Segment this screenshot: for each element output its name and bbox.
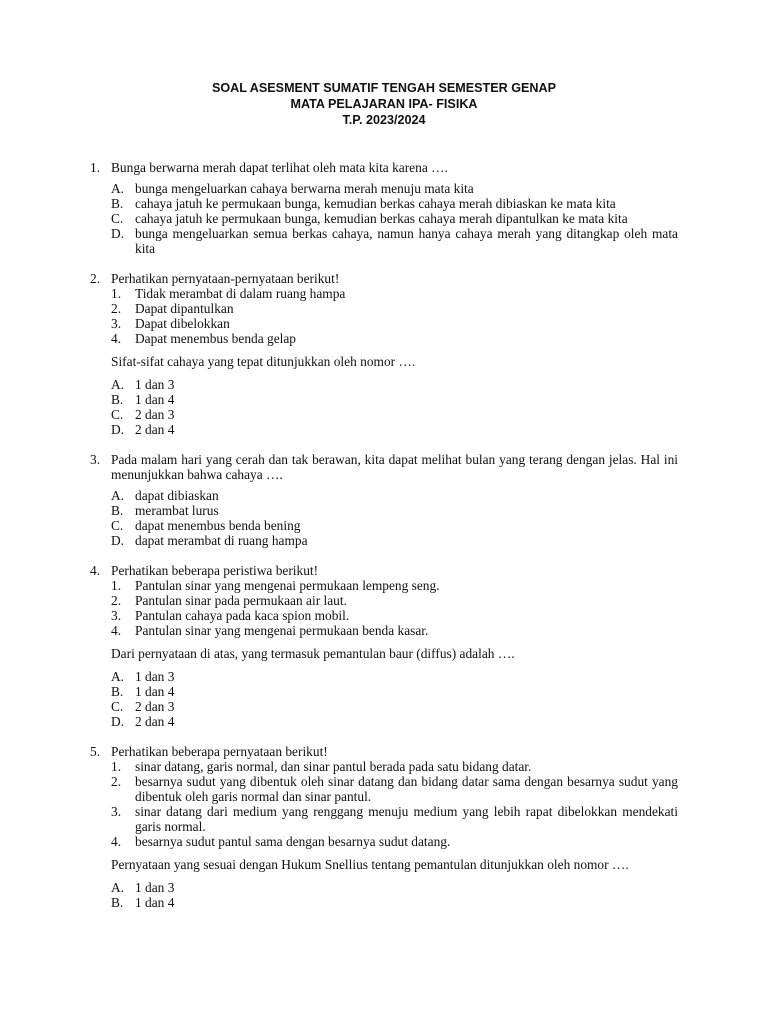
question-text: Perhatikan pernyataan-pernyataan berikut! xyxy=(111,271,340,286)
question-number: 2. xyxy=(90,271,101,286)
option-b: B. 1 dan 4 xyxy=(111,392,175,407)
statement-4: 4. Dapat menembus benda gelap xyxy=(111,331,297,346)
option-list xyxy=(111,669,678,729)
question-text: Pada malam hari yang cerah dan tak berawan, kita dapat melihat bulan yang terang dengan jelas. Hal ini menunjukkan bahwa cahaya …. xyxy=(111,452,678,482)
statement-4: 4. besarnya sudut pantul sama dengan besarnya sudut datang. xyxy=(111,834,451,849)
option-d: D. 2 dan 4 xyxy=(111,714,175,729)
option-list xyxy=(111,377,678,437)
option-list xyxy=(111,488,678,548)
option-a: A. bunga mengeluarkan cahaya berwarna merah menuju mata kita xyxy=(111,181,474,196)
statement-list xyxy=(111,286,678,346)
statement-1: 1. Pantulan sinar yang mengenai permukaan lempeng seng. xyxy=(111,578,440,593)
option-b: B. 1 dan 4 xyxy=(111,684,175,699)
question-4 xyxy=(90,563,678,729)
statement-3: 3. Pantulan cahaya pada kaca spion mobil. xyxy=(111,608,350,623)
statement-4: 4. Pantulan sinar yang mengenai permukaan benda kasar. xyxy=(111,623,429,638)
option-b: B. merambat lurus xyxy=(111,503,219,518)
statement-1: 1. sinar datang, garis normal, dan sinar pantul berada pada satu bidang datar. xyxy=(111,759,532,774)
statement-2: 2. Pantulan sinar pada permukaan air laut. xyxy=(111,593,347,608)
header-title: SOAL ASESMENT SUMATIF TENGAH SEMESTER GENAP xyxy=(211,81,557,95)
question-2 xyxy=(90,271,678,437)
option-c: C. 2 dan 3 xyxy=(111,699,175,714)
question-3 xyxy=(90,452,678,548)
question-number: 3. xyxy=(90,452,101,467)
question-text: Perhatikan beberapa pernyataan berikut! xyxy=(111,744,328,759)
option-a: A. 1 dan 3 xyxy=(111,377,175,392)
option-c: C. cahaya jatuh ke permukaan bunga, kemudian berkas cahaya merah dipantulkan ke mata kita xyxy=(111,211,628,226)
option-c: C. 2 dan 3 xyxy=(111,407,175,422)
question-1 xyxy=(90,160,678,256)
question-number: 1. xyxy=(90,160,101,175)
option-b: B. cahaya jatuh ke permukaan bunga, kemudian berkas cahaya merah dibiaskan ke mata kita xyxy=(111,196,616,211)
option-a: A. 1 dan 3 xyxy=(111,880,175,895)
question-text: Perhatikan beberapa peristiwa berikut! xyxy=(111,563,319,578)
question-number: 4. xyxy=(90,563,101,578)
option-list xyxy=(111,880,678,910)
statement-list xyxy=(111,578,678,638)
question-stem: Dari pernyataan di atas, yang termasuk pemantulan baur (diffus) adalah …. xyxy=(111,646,515,661)
option-c: C. dapat menembus benda bening xyxy=(111,518,301,533)
option-a: A. 1 dan 3 xyxy=(111,669,175,684)
statement-list xyxy=(111,759,678,849)
question-text: Bunga berwarna merah dapat terlihat oleh mata kita karena …. xyxy=(111,160,448,175)
question-list xyxy=(90,160,678,925)
statement-1: 1. Tidak merambat di dalam ruang hampa xyxy=(111,286,346,301)
statement-3: 3. Dapat dibelokkan xyxy=(111,316,230,331)
question-stem: Sifat-sifat cahaya yang tepat ditunjukkan oleh nomor …. xyxy=(111,354,416,369)
question-5 xyxy=(90,744,678,910)
question-number: 5. xyxy=(90,744,101,759)
option-b: B. 1 dan 4 xyxy=(111,895,175,910)
option-d: D. dapat merambat di ruang hampa xyxy=(111,533,308,548)
statement-3: 3. sinar datang dari medium yang renggang menuju medium yang lebih rapat dibelokkan mendekati garis normal. xyxy=(111,804,678,834)
option-d: D. 2 dan 4 xyxy=(111,422,175,437)
option-list xyxy=(111,181,678,256)
option-d: D. bunga mengeluarkan semua berkas cahaya, namun hanya cahaya merah yang ditangkap oleh mata kita xyxy=(111,226,678,256)
statement-2: 2. Dapat dipantulkan xyxy=(111,301,234,316)
header-school-year: T.P. 2023/2024 xyxy=(342,113,426,127)
header-subject: MATA PELAJARAN IPA- FISIKA xyxy=(290,97,478,111)
question-stem: Pernyataan yang sesuai dengan Hukum Snellius tentang pemantulan ditunjukkan oleh nomor …. xyxy=(111,857,629,872)
option-a: A. dapat dibiaskan xyxy=(111,488,219,503)
document-header xyxy=(0,80,768,128)
statement-2: 2. besarnya sudut yang dibentuk oleh sinar datang dan bidang datar sama dengan besarnya sudut yang dibentuk oleh garis normal dan sinar pantul. xyxy=(111,774,678,804)
